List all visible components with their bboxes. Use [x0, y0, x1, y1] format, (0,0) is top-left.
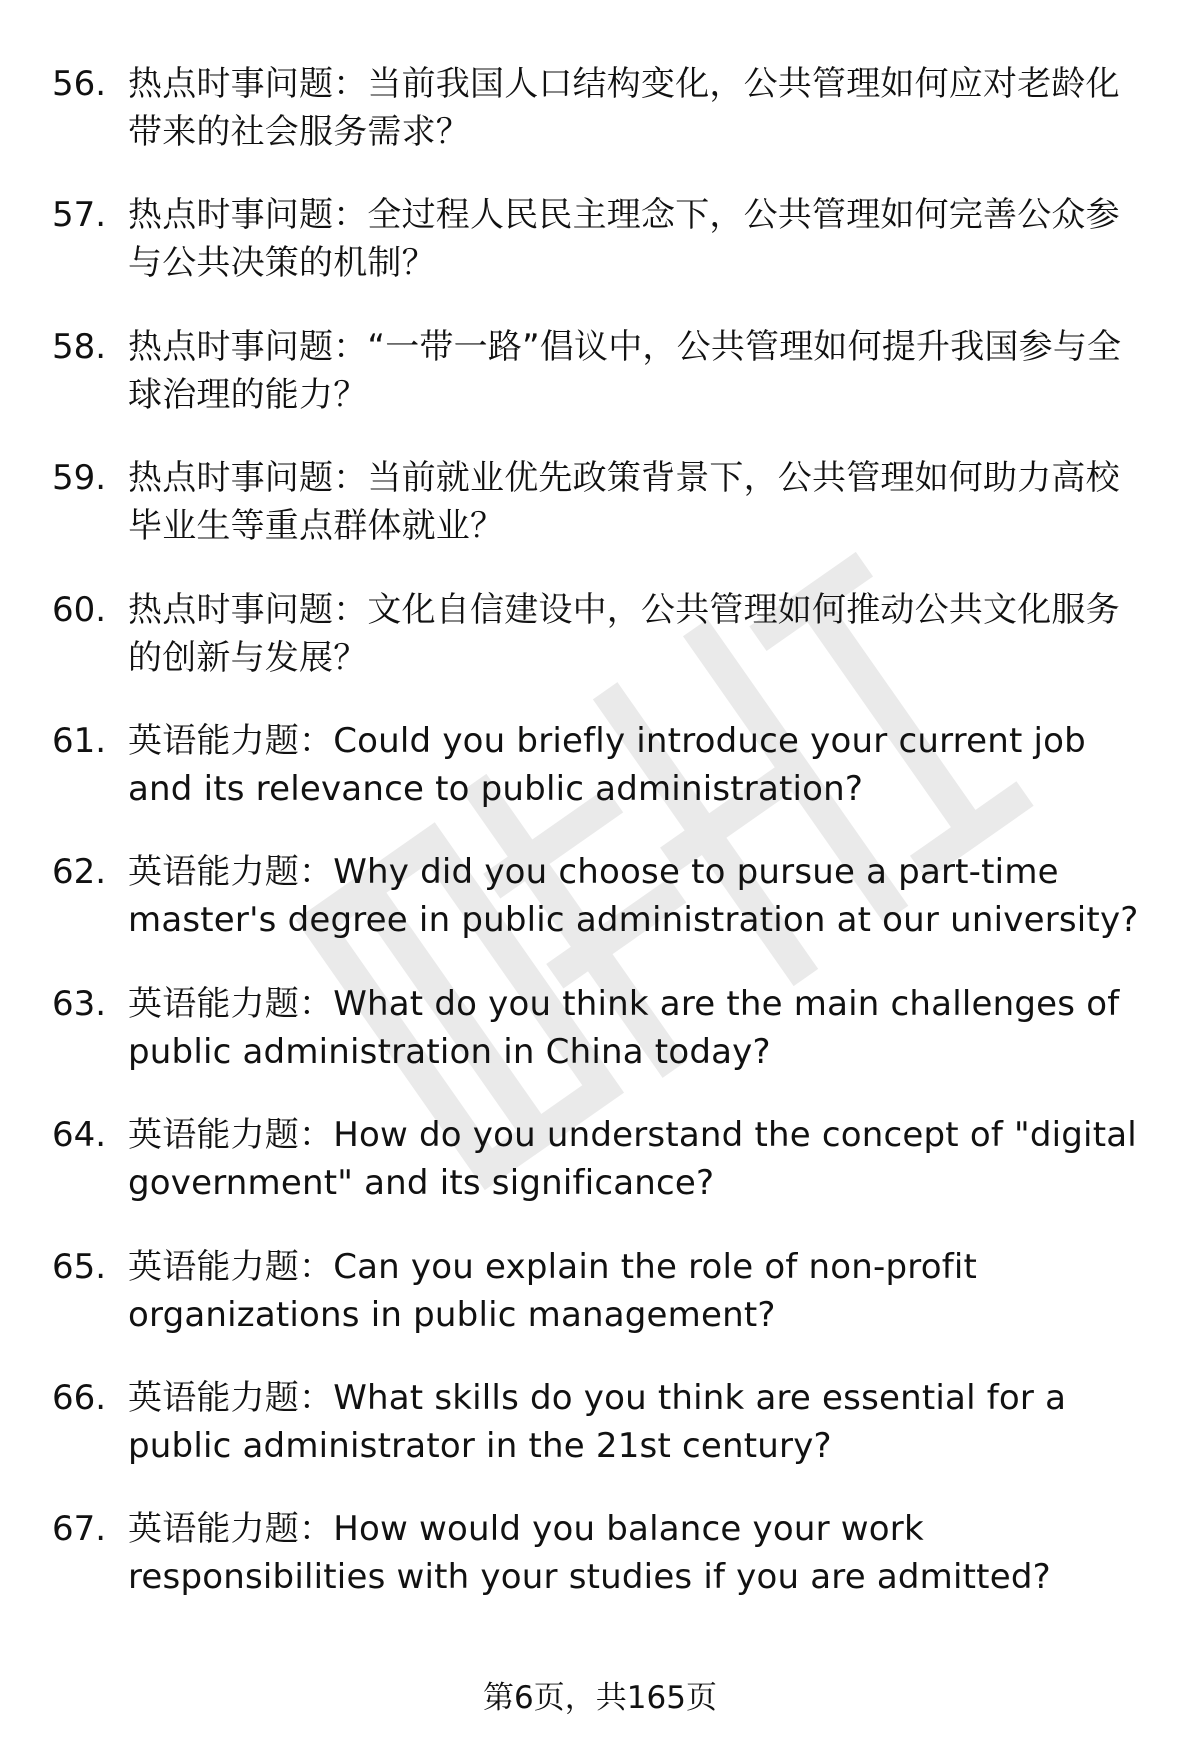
question-item	[52, 586, 1152, 717]
question-text: 英语能力题：Why did you choose to pursue a part-time master's degree in public administration at our university?	[128, 852, 1139, 941]
question-text: 英语能力题：How would you balance your work responsibilities with your studies if you are admitted?	[128, 1509, 1051, 1598]
question-number: 65.	[52, 1246, 107, 1287]
question-text: 热点时事问题：当前我国人口结构变化，公共管理如何应对老龄化带来的社会服务需求？	[128, 64, 1120, 152]
question-item	[52, 717, 1152, 848]
question-item	[52, 1374, 1152, 1505]
page-number-footer: 第6页，共165页	[483, 1680, 717, 1716]
question-text: 热点时事问题：文化自信建设中，公共管理如何推动公共文化服务的创新与发展？	[128, 589, 1120, 678]
question-item	[52, 1111, 1152, 1242]
question-text: 英语能力题：Could you briefly introduce your current job and its relevance to public administration?	[128, 720, 1086, 809]
question-number: 56.	[52, 64, 107, 104]
question-text: 英语能力题：How do you understand the concept of "digital government" and its significance?	[128, 1115, 1137, 1204]
question-number: 59.	[52, 458, 107, 499]
question-item	[52, 191, 1152, 322]
question-item	[52, 1243, 1152, 1374]
question-number: 61.	[52, 720, 107, 761]
question-number: 62.	[52, 852, 107, 893]
question-number: 66.	[52, 1377, 107, 1418]
question-text: 英语能力题：What do you think are the main challenges of public administration in China today?	[128, 983, 1120, 1072]
question-item	[52, 848, 1152, 979]
question-item	[52, 323, 1152, 454]
question-number: 58.	[52, 326, 107, 367]
question-list	[52, 60, 1152, 1637]
question-item	[52, 454, 1152, 585]
question-text: 热点时事问题：全过程人民民主理念下，公共管理如何完善公众参与公共决策的机制？	[128, 195, 1120, 284]
question-text: 英语能力题：What skills do you think are essential for a public administrator in the 21st century?	[128, 1377, 1067, 1466]
question-item	[52, 60, 1152, 191]
question-number: 63.	[52, 983, 107, 1024]
question-item	[52, 1505, 1152, 1636]
question-item	[52, 980, 1152, 1111]
question-number: 57.	[52, 195, 107, 236]
question-text: 热点时事问题：当前就业优先政策背景下，公共管理如何助力高校毕业生等重点群体就业？	[128, 458, 1120, 547]
question-number: 67.	[52, 1509, 107, 1550]
question-number: 60.	[52, 589, 107, 630]
question-text: 热点时事问题：“一带一路”倡议中，公共管理如何提升我国参与全球治理的能力？	[128, 326, 1122, 415]
question-number: 64.	[52, 1115, 107, 1156]
question-text: 英语能力题：Can you explain the role of non-profit organizations in public management?	[128, 1246, 978, 1335]
